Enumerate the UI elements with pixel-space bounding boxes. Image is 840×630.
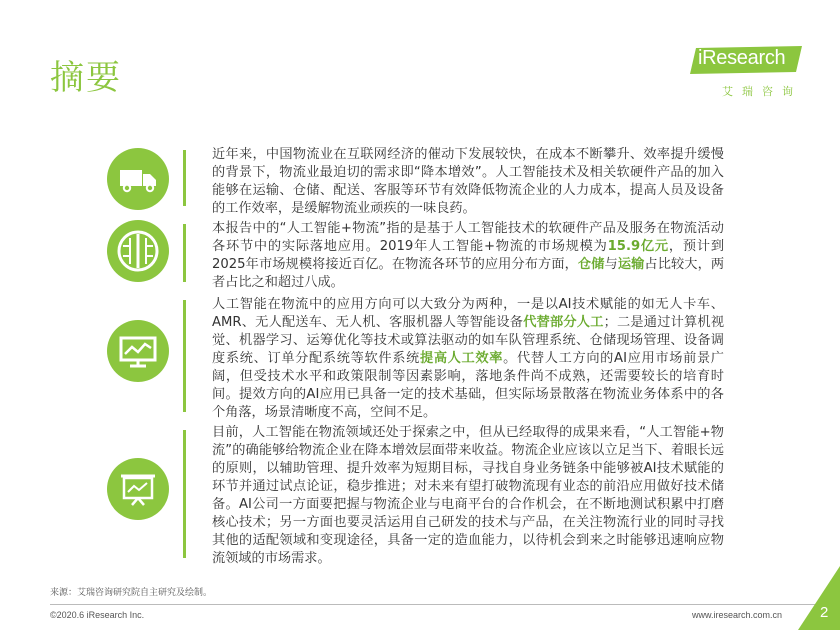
page-number: 2: [820, 604, 829, 621]
paragraph-text: 占比较大，两者占比之和超过八成。: [212, 257, 725, 290]
section-divider: [183, 300, 186, 412]
highlight-text: 仓储: [577, 257, 605, 272]
paragraph-text: 与: [604, 257, 618, 272]
paragraph-text: 近年来，中国物流业在互联网经济的催动下发展较快，在成本不断攀升、效率提升缓慢的背景下，物流业最迫切的需求即“降本增效”。人工智能技术及相关软硬件产品的加入能够在运输、仓储、配送、客服等环节有效降低物流企业的人力成本，提高人员及设备的工作效率，是缓解物流业顽疾的一味良药。: [212, 147, 724, 216]
section-divider: [183, 150, 186, 206]
presentation-board-icon: [107, 458, 169, 520]
paragraph-text: ；二是通过计算机视觉、机器学习、运筹优化等技术或算法驱动的如车队管理系统、仓储现场管理、设备调度系统、订单分配系统等软件系统: [212, 315, 725, 366]
highlight-text: 15.9亿元: [607, 239, 669, 254]
website-link[interactable]: www.iresearch.com.cn: [692, 610, 783, 620]
section-divider: [183, 224, 186, 282]
paragraph-text: 人工智能在物流中的应用方向可以大致分为两种，一是以AI技术赋能的如无人卡车、AMR、无人配送车、无人机、客服机器人等智能设备: [212, 297, 724, 330]
paragraph-text: 。代替人工方向的AI应用市场前景广阔，但受技术水平和政策限制等因素影响，落地条件尚不成熟，还需要较长的培育时间。提效方向的AI应用已具备一定的技术基础，但实际场景散落在物流业务体系中的各个角落，场景清晰度不高，空间不足。: [212, 351, 724, 420]
logo-text: iResearch: [698, 47, 786, 69]
logo-subtitle: 艾瑞咨询: [722, 85, 802, 98]
summary-paragraph-1: [212, 146, 724, 218]
source-note: 来源：艾瑞咨询研究院自主研究及绘制。: [50, 588, 213, 598]
paragraph-text: ，预计到2025年市场规模将接近百亿。在物流各环节的应用分布方面，: [212, 239, 725, 272]
summary-paragraph-3: [212, 296, 724, 422]
highlight-text: 代替部分人工: [523, 315, 604, 330]
truck-icon: [107, 148, 169, 210]
ai-brain-icon: [107, 220, 169, 282]
copyright: ©2020.6 iResearch Inc.: [50, 610, 145, 620]
paragraph-text: 目前，人工智能在物流领域还处于探索之中，但从已经取得的成果来看，“人工智能+物流”的确能够给物流企业在降本增效层面带来收益。物流企业应该以立足当下、着眼长远的原则，以辅助管理、提升效率为短期目标，寻找自身业务链条中能够被AI技术赋能的环节并通过试点论证，稳步推进；对未来有望打破物流现有业态的前沿应用做好技术储备。AI公司一方面要把握与物流企业与电商平台的合作机会，在不断地测试积累中打磨核心技术；另一方面也要灵活运用自己研发的技术与产品，在关注物流行业的同时寻找其他的适配领域和变现途径，具备一定的造血能力，以待机会到来之时能够迅速响应物流领域的市场需求。: [212, 425, 724, 566]
page-title: 摘要: [50, 58, 122, 98]
page-corner-shape: [798, 566, 840, 630]
monitor-chart-icon: [107, 320, 169, 382]
paragraph-text: 本报告中的“人工智能+物流”指的是基于人工智能技术的软硬件产品及服务在物流活动各环节中的实际落地应用。2019年人工智能+物流的市场规模为: [212, 221, 724, 254]
highlight-text: 运输: [617, 257, 645, 272]
highlight-text: 提高人工效率: [419, 351, 504, 366]
footer-divider: [50, 604, 820, 605]
summary-paragraph-4: [212, 424, 724, 568]
section-divider: [183, 430, 186, 558]
summary-paragraph-2: [212, 220, 724, 292]
